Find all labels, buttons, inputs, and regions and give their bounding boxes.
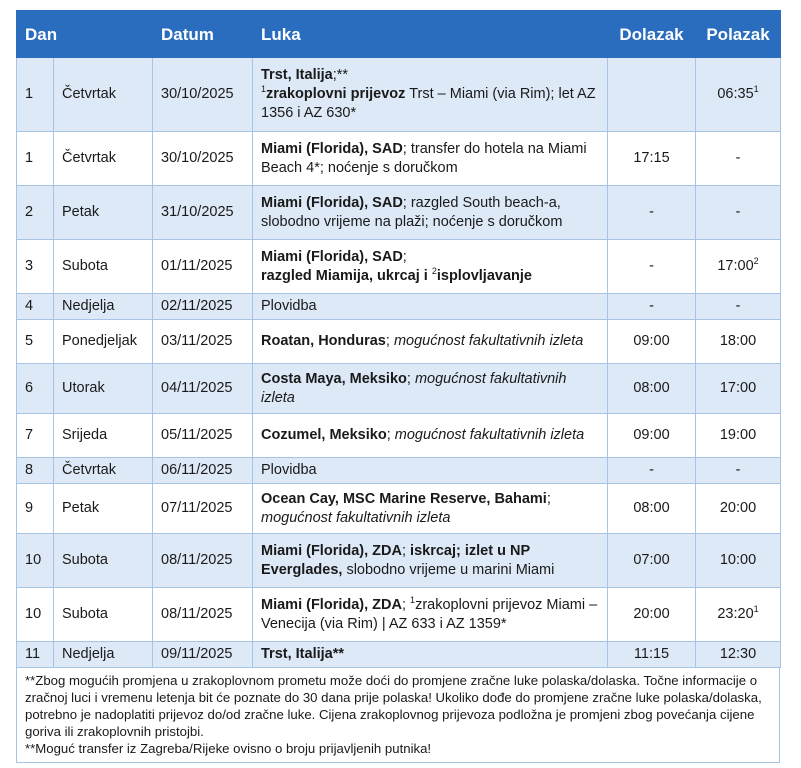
footnote-airport: **Zbog mogućih promjena u zrakoplovnom prometu može doći do promjene zračne luke polaska/dolaska. Točne informacije o zračnoj luci i vremenu letenja bit će poznate do 30 dana prije polaska! Ukoliko dođe do promjene zračne luke polaska/dolaska, potrebno je nadoplatiti prijevoz do/od zračne luke. Cijena zrakoplovnog prijevoza podložna je promjeni zbog povećanja cijene goriva ili zrakoplovnih pristojbi.	[25, 673, 762, 739]
cell-dolazak: 20:00	[608, 588, 696, 642]
cell-luka: Trst, Italija**	[253, 642, 608, 668]
footnote-marker: 1	[261, 84, 267, 94]
table-row	[17, 294, 781, 320]
cell-dan: 11	[17, 642, 54, 668]
cell-dolazak: 08:00	[608, 364, 696, 414]
cell-day: Subota	[54, 240, 153, 294]
cell-datum: 30/10/2025	[153, 58, 253, 132]
footnotes	[16, 668, 780, 763]
table-row	[17, 186, 781, 240]
port-name: Miami (Florida), ZDA	[261, 596, 402, 613]
cell-dan: 1	[17, 58, 54, 132]
cell-dolazak: 09:00	[608, 320, 696, 364]
table-row	[17, 458, 781, 484]
cell-dolazak	[608, 58, 696, 132]
footnote-marker: 1	[410, 594, 416, 605]
cell-polazak: 18:00	[696, 320, 781, 364]
port-name: Miami (Florida), SAD	[261, 194, 403, 211]
header-dolazak: Dolazak	[608, 11, 696, 58]
cell-day: Četvrtak	[54, 132, 153, 186]
cell-dan: 4	[17, 294, 54, 320]
cell-dan: 8	[17, 458, 54, 484]
cell-dolazak: -	[608, 240, 696, 294]
cell-dolazak: -	[608, 294, 696, 320]
cell-luka: Trst, Italija;** $^1$zrakoplovni prijevoz Trst – Miami (via Rim); let AZ 1356 i AZ 630*	[253, 58, 608, 132]
footnote-marker: 2	[431, 265, 437, 276]
table-row	[17, 364, 781, 414]
cell-luka: Miami (Florida), SAD; transfer do hotela na Miami Beach 4*; noćenje s doručkom	[253, 132, 608, 186]
cell-polazak: -	[696, 458, 781, 484]
cell-dan: 10	[17, 588, 54, 642]
cell-polazak: 10:00	[696, 534, 781, 588]
cell-day: Četvrtak	[54, 458, 153, 484]
cell-day: Nedjelja	[54, 642, 153, 668]
cell-polazak: 12:30	[696, 642, 781, 668]
table-row	[17, 588, 781, 642]
cell-day: Ponedjeljak	[54, 320, 153, 364]
footnote-transfer: **Moguć transfer iz Zagreba/Rijeke ovisno o broju prijavljenih putnika!	[25, 741, 432, 756]
cell-dolazak: -	[608, 458, 696, 484]
table-row	[17, 240, 781, 294]
cell-luka: Miami (Florida), ZDA; $^1$zrakoplovni prijevoz Miami – Venecija (via Rim) | AZ 633 i AZ 1359*	[253, 588, 608, 642]
cell-dolazak: 11:15	[608, 642, 696, 668]
cell-polazak: -	[696, 186, 781, 240]
itinerary-table	[16, 10, 781, 668]
cell-datum: 30/10/2025	[153, 132, 253, 186]
cell-day: Utorak	[54, 364, 153, 414]
cell-datum: 09/11/2025	[153, 642, 253, 668]
port-name: Miami (Florida), SAD	[261, 248, 403, 265]
cell-datum: 08/11/2025	[153, 534, 253, 588]
port-name: Miami (Florida), SAD	[261, 140, 403, 157]
cell-dan: 10	[17, 534, 54, 588]
cell-polazak: 19:00	[696, 414, 781, 458]
cell-polazak: $23:20^1$	[696, 588, 781, 642]
cell-dan: 3	[17, 240, 54, 294]
cell-datum: 03/11/2025	[153, 320, 253, 364]
cell-luka: Miami (Florida), SAD; razgled Miamija, ukrcaj i $^2$isplovljavanje	[253, 240, 608, 294]
cell-day: Srijeda	[54, 414, 153, 458]
cell-dolazak: -	[608, 186, 696, 240]
cell-dan: 7	[17, 414, 54, 458]
cell-polazak: 17:00	[696, 364, 781, 414]
cell-datum: 06/11/2025	[153, 458, 253, 484]
port-name: Costa Maya, Meksiko	[261, 370, 407, 387]
cell-dan: 5	[17, 320, 54, 364]
port-name: Trst, Italija	[261, 67, 333, 83]
port-name: Roatan, Honduras	[261, 333, 386, 349]
cell-day: Petak	[54, 484, 153, 534]
port-name: Ocean Cay, MSC Marine Reserve, Bahami	[261, 490, 547, 507]
cell-polazak: 20:00	[696, 484, 781, 534]
cell-luka: Miami (Florida), SAD; razgled South beach-a, slobodno vrijeme na plaži; noćenje s doručkom	[253, 186, 608, 240]
table-row	[17, 320, 781, 364]
cell-dolazak: 07:00	[608, 534, 696, 588]
cell-luka: Miami (Florida), ZDA; iskrcaj; izlet u NP Everglades, slobodno vrijeme u marini Miami	[253, 534, 608, 588]
cell-luka: Plovidba	[253, 294, 608, 320]
cell-dolazak: 08:00	[608, 484, 696, 534]
cell-datum: 05/11/2025	[153, 414, 253, 458]
cell-dan: 9	[17, 484, 54, 534]
cell-dan: 1	[17, 132, 54, 186]
cell-datum: 31/10/2025	[153, 186, 253, 240]
cell-luka: Ocean Cay, MSC Marine Reserve, Bahami; mogućnost fakultativnih izleta	[253, 484, 608, 534]
table-row	[17, 642, 781, 668]
cell-polazak: -	[696, 132, 781, 186]
cell-day: Subota	[54, 534, 153, 588]
cell-datum: 01/11/2025	[153, 240, 253, 294]
cell-day: Petak	[54, 186, 153, 240]
cell-dolazak: 17:15	[608, 132, 696, 186]
port-name: Trst, Italija	[261, 646, 333, 662]
cell-dan: 2	[17, 186, 54, 240]
cell-day: Subota	[54, 588, 153, 642]
itinerary	[16, 10, 780, 763]
cell-dolazak: 09:00	[608, 414, 696, 458]
cell-datum: 02/11/2025	[153, 294, 253, 320]
cell-polazak: $17:00^2$	[696, 240, 781, 294]
cell-luka: Plovidba	[253, 458, 608, 484]
cell-datum: 08/11/2025	[153, 588, 253, 642]
header-luka: Luka	[253, 11, 608, 58]
cell-luka: Costa Maya, Meksiko; mogućnost fakultativnih izleta	[253, 364, 608, 414]
cell-datum: 07/11/2025	[153, 484, 253, 534]
header-dan: Dan	[17, 11, 54, 58]
header-row	[17, 11, 781, 58]
table-row	[17, 414, 781, 458]
port-name: Miami (Florida), ZDA	[261, 542, 402, 559]
header-datum: Datum	[153, 11, 253, 58]
cell-polazak: $06:35^1$	[696, 58, 781, 132]
table-row	[17, 132, 781, 186]
cell-dan: 6	[17, 364, 54, 414]
cell-luka: Roatan, Honduras; mogućnost fakultativnih izleta	[253, 320, 608, 364]
cell-luka: Cozumel, Meksiko; mogućnost fakultativnih izleta	[253, 414, 608, 458]
table-row	[17, 484, 781, 534]
table-row	[17, 58, 781, 132]
cell-day: Četvrtak	[54, 58, 153, 132]
cell-day: Nedjelja	[54, 294, 153, 320]
port-name: Cozumel, Meksiko	[261, 427, 387, 443]
cell-polazak: -	[696, 294, 781, 320]
cell-datum: 04/11/2025	[153, 364, 253, 414]
table-row	[17, 534, 781, 588]
header-polazak: Polazak	[696, 11, 781, 58]
